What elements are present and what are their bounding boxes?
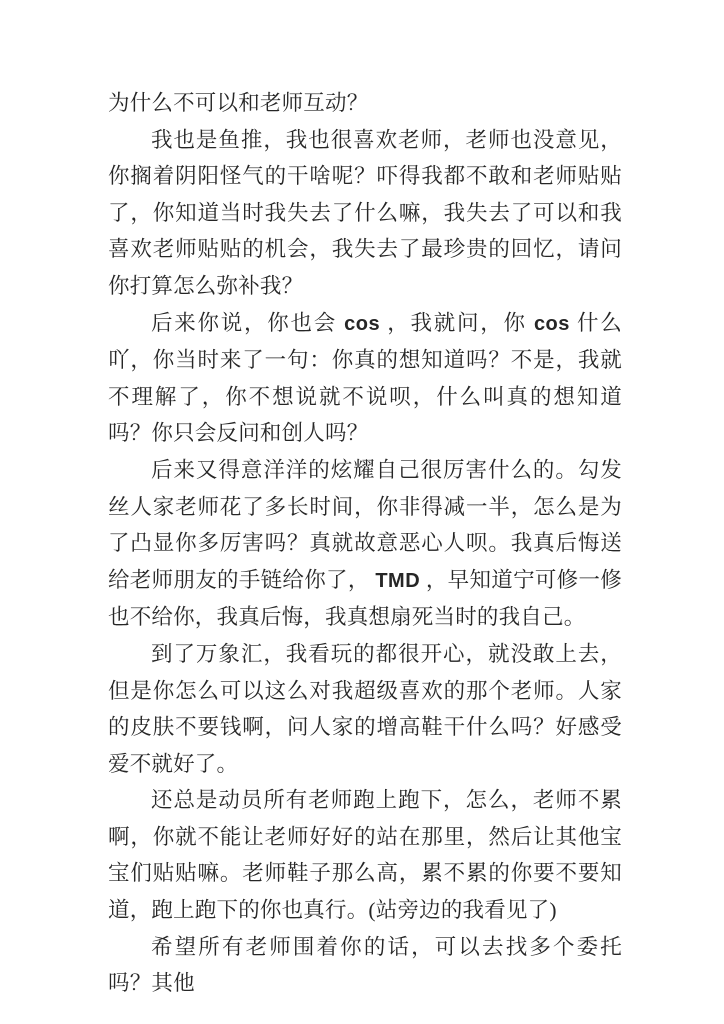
text-run: 我也是鱼推，我也很喜欢老师，老师也没意见，你搁着阴阳怪气的干啥呢？吓得我都不敢和老师贴贴了，你知道当时我失去了什么嘛，我失去了可以和我喜欢老师贴贴的机会，我失去了最珍贵的回忆，请问你打算怎么弥补我？	[108, 127, 622, 298]
text-run: 什么吖，你当时来了一句：你真的想知道吗？不是，我就不理解了，你不想说就不说呗，什么叫真的想知道吗？你只会反问和创人吗？	[108, 310, 622, 446]
paragraph	[108, 636, 622, 782]
text-run: 后来又得意洋洋的炫耀自己很厉害什么的。勾发丝人家老师花了多长时间，你非得减一半，怎么是为了凸显你多厉害吗？真就故意恶心人呗。我真后悔送给老师朋友的手链给你了，	[108, 457, 622, 592]
text-run: ，早知道宁可修一修也不给你，我真后悔，我真想扇死当时的我自己。	[108, 567, 622, 630]
text-run: 还总是动员所有老师跑上跑下，怎么，老师不累啊，你就不能让老师好好的站在那里，然后让其他宝宝们贴贴嘛。老师鞋子那么高，累不累的你要不要知道，跑上跑下的你也真行。(站旁边的我看见了)	[108, 788, 622, 923]
text-run: 希望所有老师围着你的话，可以去找多个委托吗？其他	[108, 934, 622, 996]
latin-text-run: TMD	[375, 569, 421, 592]
text-content	[108, 85, 622, 1002]
text-run: 后来你说，你也会	[151, 310, 345, 335]
paragraph	[108, 782, 622, 928]
paragraph	[108, 929, 622, 1002]
latin-text-run: cos	[533, 312, 570, 335]
text-run: 到了万象汇，我看玩的都很开心，就没敢上去，但是你怎么可以这么对我超级喜欢的那个老师。人家的皮肤不要钱啊，问人家的增高鞋干什么吗？好感受爱不就好了。	[108, 641, 622, 776]
latin-text-run: cos	[344, 312, 381, 335]
paragraph	[108, 452, 622, 636]
text-run: 为什么不可以和老师互动？	[108, 91, 369, 115]
text-run: ，我就问，你	[380, 310, 534, 335]
paragraph	[108, 305, 622, 452]
paragraph	[108, 85, 622, 122]
paragraph	[108, 122, 622, 305]
